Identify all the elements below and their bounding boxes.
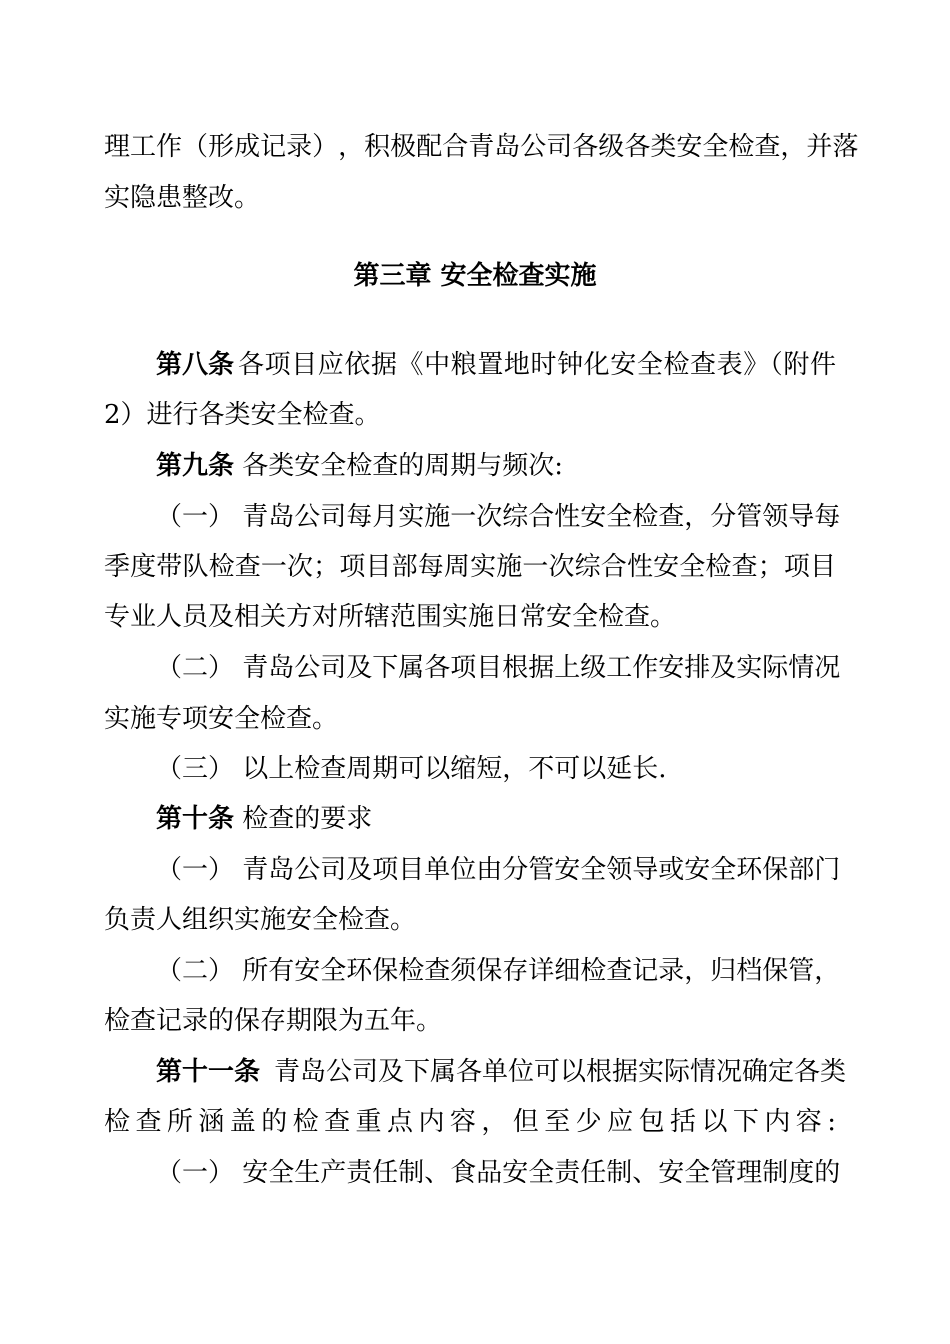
article-9-item-1-line-2: 季度带队检查一次；项目部每周实施一次综合性安全检查；项目 (104, 552, 836, 582)
paragraph-line: 理 工 作 （ 形 成 记 录 ） ， 积 极 配 合 青 岛 公 司 各 级 各 类 安 全 检 查 ， 并 落 (104, 132, 859, 162)
article-11-label: 第十一条 (156, 1057, 261, 1087)
article-9-item-1-line-1: （一） 青岛公司每月实施一次综合性安全检查，分管领导每 (156, 502, 841, 532)
article-9-item-3-line-1: （三） 以上检查周期可以缩短，不可以延长. (156, 754, 667, 784)
article-10-item-2-line-2: 检查记录的保存期限为五年。 (104, 1006, 443, 1036)
article-10-item-1-line-2: 负责人组织实施安全检查。 (104, 905, 417, 935)
paragraph-line: 实隐患整改。 (104, 183, 261, 213)
article-9-text: 各类安全检查的周期与频次: (242, 451, 564, 481)
article-9-label: 第九条 (156, 451, 235, 481)
article-11-item-1-line-1: （一） 安全生产责任制、食品安全责任制、安全管理制度的 (156, 1158, 841, 1188)
article-9-item-1-line-3: 专业人员及相关方对所辖范围实施日常安全检查。 (104, 602, 677, 632)
article-11-line-1 (156, 1052, 847, 1092)
article-9-item-2-line-2: 实施专项安全检查。 (104, 704, 339, 734)
article-8-line-1 (156, 345, 836, 385)
article-9-item-2-line-1: （二） 青岛公司及下属各项目根据上级工作安排及实际情况 (156, 653, 841, 683)
chapter-title: 第三章 安全检查实施 (353, 261, 597, 291)
article-8-text: 各项目应依据《中粮置地时钟化安全检查表》（附件 (238, 350, 836, 380)
article-10-text: 检查的要求 (242, 804, 373, 834)
article-8-label: 第八条 (156, 350, 235, 380)
article-10-label: 第十条 (156, 804, 235, 834)
article-11-text: 青岛公司及下属各单位可以根据实际情况确定各类 (274, 1057, 847, 1087)
article-11-line-2: 检查所涵盖的检查重点内容，但至少应包括以下内容: (104, 1107, 836, 1137)
article-9-line (156, 446, 836, 486)
article-10-item-2-line-1: （二） 所有安全环保检查须保存详细检查记录，归档保管， (156, 956, 841, 986)
article-10-line (156, 799, 836, 839)
article-8-line-2: 2）进行各类安全检查。 (104, 400, 381, 430)
article-10-item-1-line-1: （一） 青岛公司及项目单位由分管安全领导或安全环保部门 (156, 855, 841, 885)
